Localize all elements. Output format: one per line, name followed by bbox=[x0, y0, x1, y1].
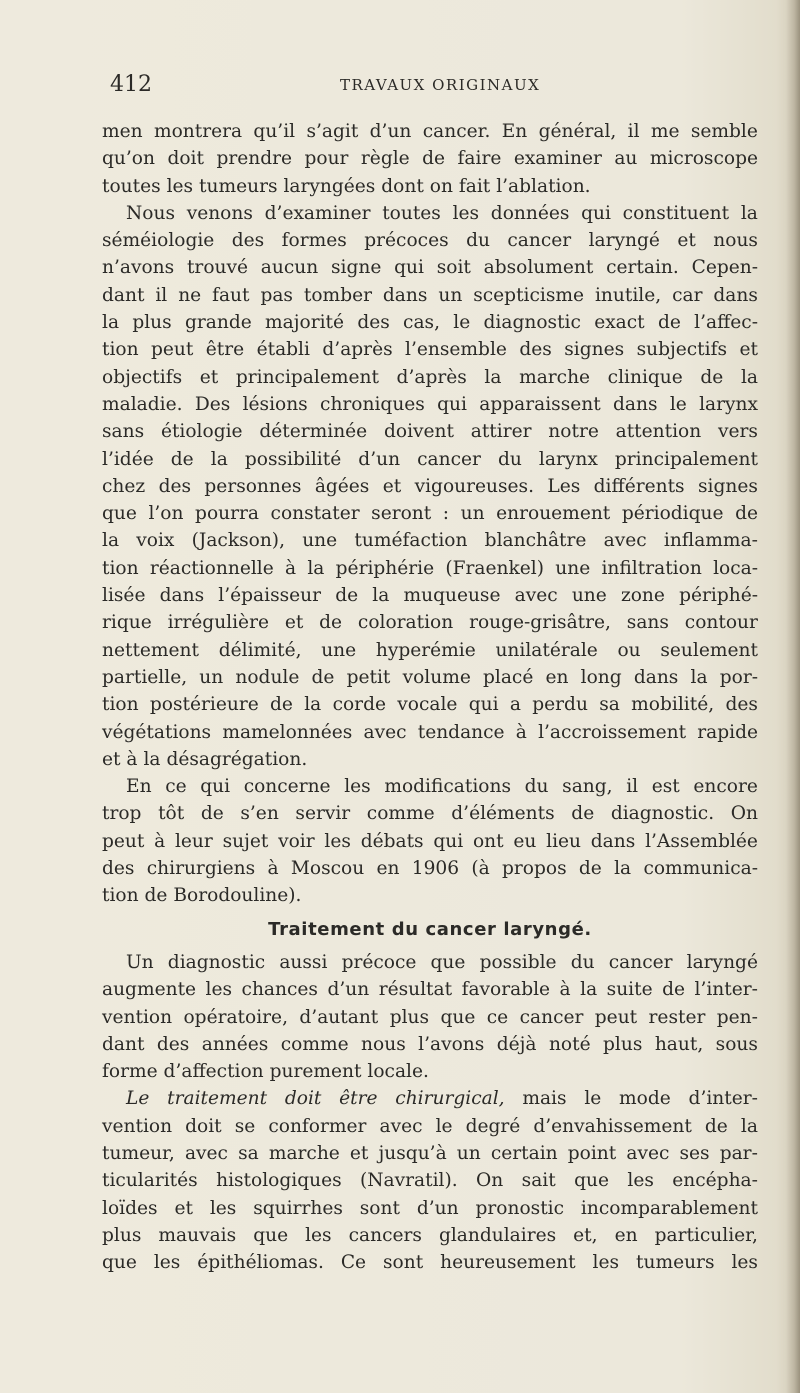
text-line: nettement délimité, une hyperémie unilatérale ou seulement bbox=[102, 639, 758, 661]
text-line: vention doit se conformer avec le degré d’envahissement de la bbox=[102, 1115, 758, 1137]
text-line: augmente les chances d’un résultat favorable à la suite de l’inter- bbox=[102, 979, 758, 1001]
text-line: la voix (Jackson), une tuméfaction blanchâtre avec inflamma- bbox=[102, 530, 758, 552]
text-line: ticularités histologiques (Navratil). On sait que les encépha- bbox=[102, 1170, 758, 1192]
text-line: dant il ne faut pas tomber dans un scepticisme inutile, car dans bbox=[102, 284, 758, 306]
text-line: séméiologie des formes précoces du cancer laryngé et nous bbox=[102, 230, 758, 252]
text-line: que l’on pourra constater seront : un enrouement périodique de bbox=[102, 503, 758, 525]
text-line: men montrera qu’il s’agit d’un cancer. En général, il me semble bbox=[102, 121, 758, 142]
text-line: tion peut être établi d’après l’ensemble des signes subjectifs et bbox=[102, 339, 758, 361]
page-header bbox=[110, 72, 758, 102]
text-line: dant des années comme nous l’avons déjà noté plus haut, sous bbox=[102, 1033, 758, 1055]
text-line: maladie. Des lésions chroniques qui apparaissent dans le larynx bbox=[102, 393, 758, 415]
page-number: 412 bbox=[110, 72, 152, 97]
text-line: l’idée de la possibilité d’un cancer du larynx principalement bbox=[102, 448, 758, 470]
text-line: végétations mamelonnées avec tendance à l’accroissement rapide bbox=[102, 721, 758, 743]
text-line: partielle, un nodule de petit volume placé en long dans la por- bbox=[102, 666, 758, 688]
text-line: lisée dans l’épaisseur de la muqueuse avec une zone périphé- bbox=[102, 585, 758, 607]
text-line: forme d’affection purement locale. bbox=[102, 1061, 429, 1083]
text-line: peut à leur sujet voir les débats qui ont eu lieu dans l’Assemblée bbox=[102, 830, 758, 852]
text-line: tion réactionnelle à la périphérie (Fraenkel) une infiltration loca- bbox=[102, 557, 758, 579]
running-head: TRAVAUX ORIGINAUX bbox=[340, 76, 541, 94]
section-title: Traitement du cancer laryngé. bbox=[268, 918, 592, 940]
page-edge-shadow bbox=[786, 0, 800, 1393]
text-line: trop tôt de s’en servir comme d’éléments de diagnostic. On bbox=[102, 803, 758, 825]
text-line: En ce qui concerne les modifications du sang, il est encore bbox=[126, 776, 758, 798]
text-line: rique irrégulière et de coloration rouge-grisâtre, sans contour bbox=[102, 612, 758, 634]
text-line: vention opératoire, d’autant plus que ce cancer peut rester pen- bbox=[102, 1006, 758, 1028]
text-line: objectifs et principalement d’après la marche clinique de la bbox=[102, 366, 758, 388]
text-line: plus mauvais que les cancers glandulaires et, en particulier, bbox=[102, 1224, 758, 1246]
text-line: qu’on doit prendre pour règle de faire examiner au microscope bbox=[102, 148, 758, 170]
text-line: n’avons trouvé aucun signe qui soit absolument certain. Cepen- bbox=[102, 257, 758, 279]
text-line: Un diagnostic aussi précoce que possible du cancer laryngé bbox=[126, 951, 758, 973]
text-line: loïdes et les squirrhes sont d’un pronostic incomparablement bbox=[102, 1197, 758, 1219]
text-line: tumeur, avec sa marche et jusqu’à un certain point avec ses par- bbox=[102, 1142, 758, 1164]
body-text bbox=[102, 118, 758, 1276]
text-line: tion postérieure de la corde vocale qui a perdu sa mobilité, des bbox=[102, 694, 758, 716]
text-line: la plus grande majorité des cas, le diagnostic exact de l’affec- bbox=[102, 312, 758, 334]
text-line: tion de Borodouline). bbox=[102, 885, 302, 907]
text-line: que les épithéliomas. Ce sont heureusement les tumeurs les bbox=[102, 1252, 758, 1274]
text-line: Nous venons d’examiner toutes les données qui constituent la bbox=[126, 202, 758, 224]
text-line: et à la désagrégation. bbox=[102, 748, 308, 770]
text-line: sans étiologie déterminée doivent attirer notre attention vers bbox=[102, 421, 758, 443]
text-line: des chirurgiens à Moscou en 1906 (à propos de la communica- bbox=[102, 858, 758, 880]
text-line: toutes les tumeurs laryngées dont on fait l’ablation. bbox=[102, 175, 591, 197]
text-line: Le traitement doit être chirurgical, mais le mode d’inter- bbox=[126, 1088, 758, 1110]
text-line: chez des personnes âgées et vigoureuses. Les différents signes bbox=[102, 475, 758, 497]
